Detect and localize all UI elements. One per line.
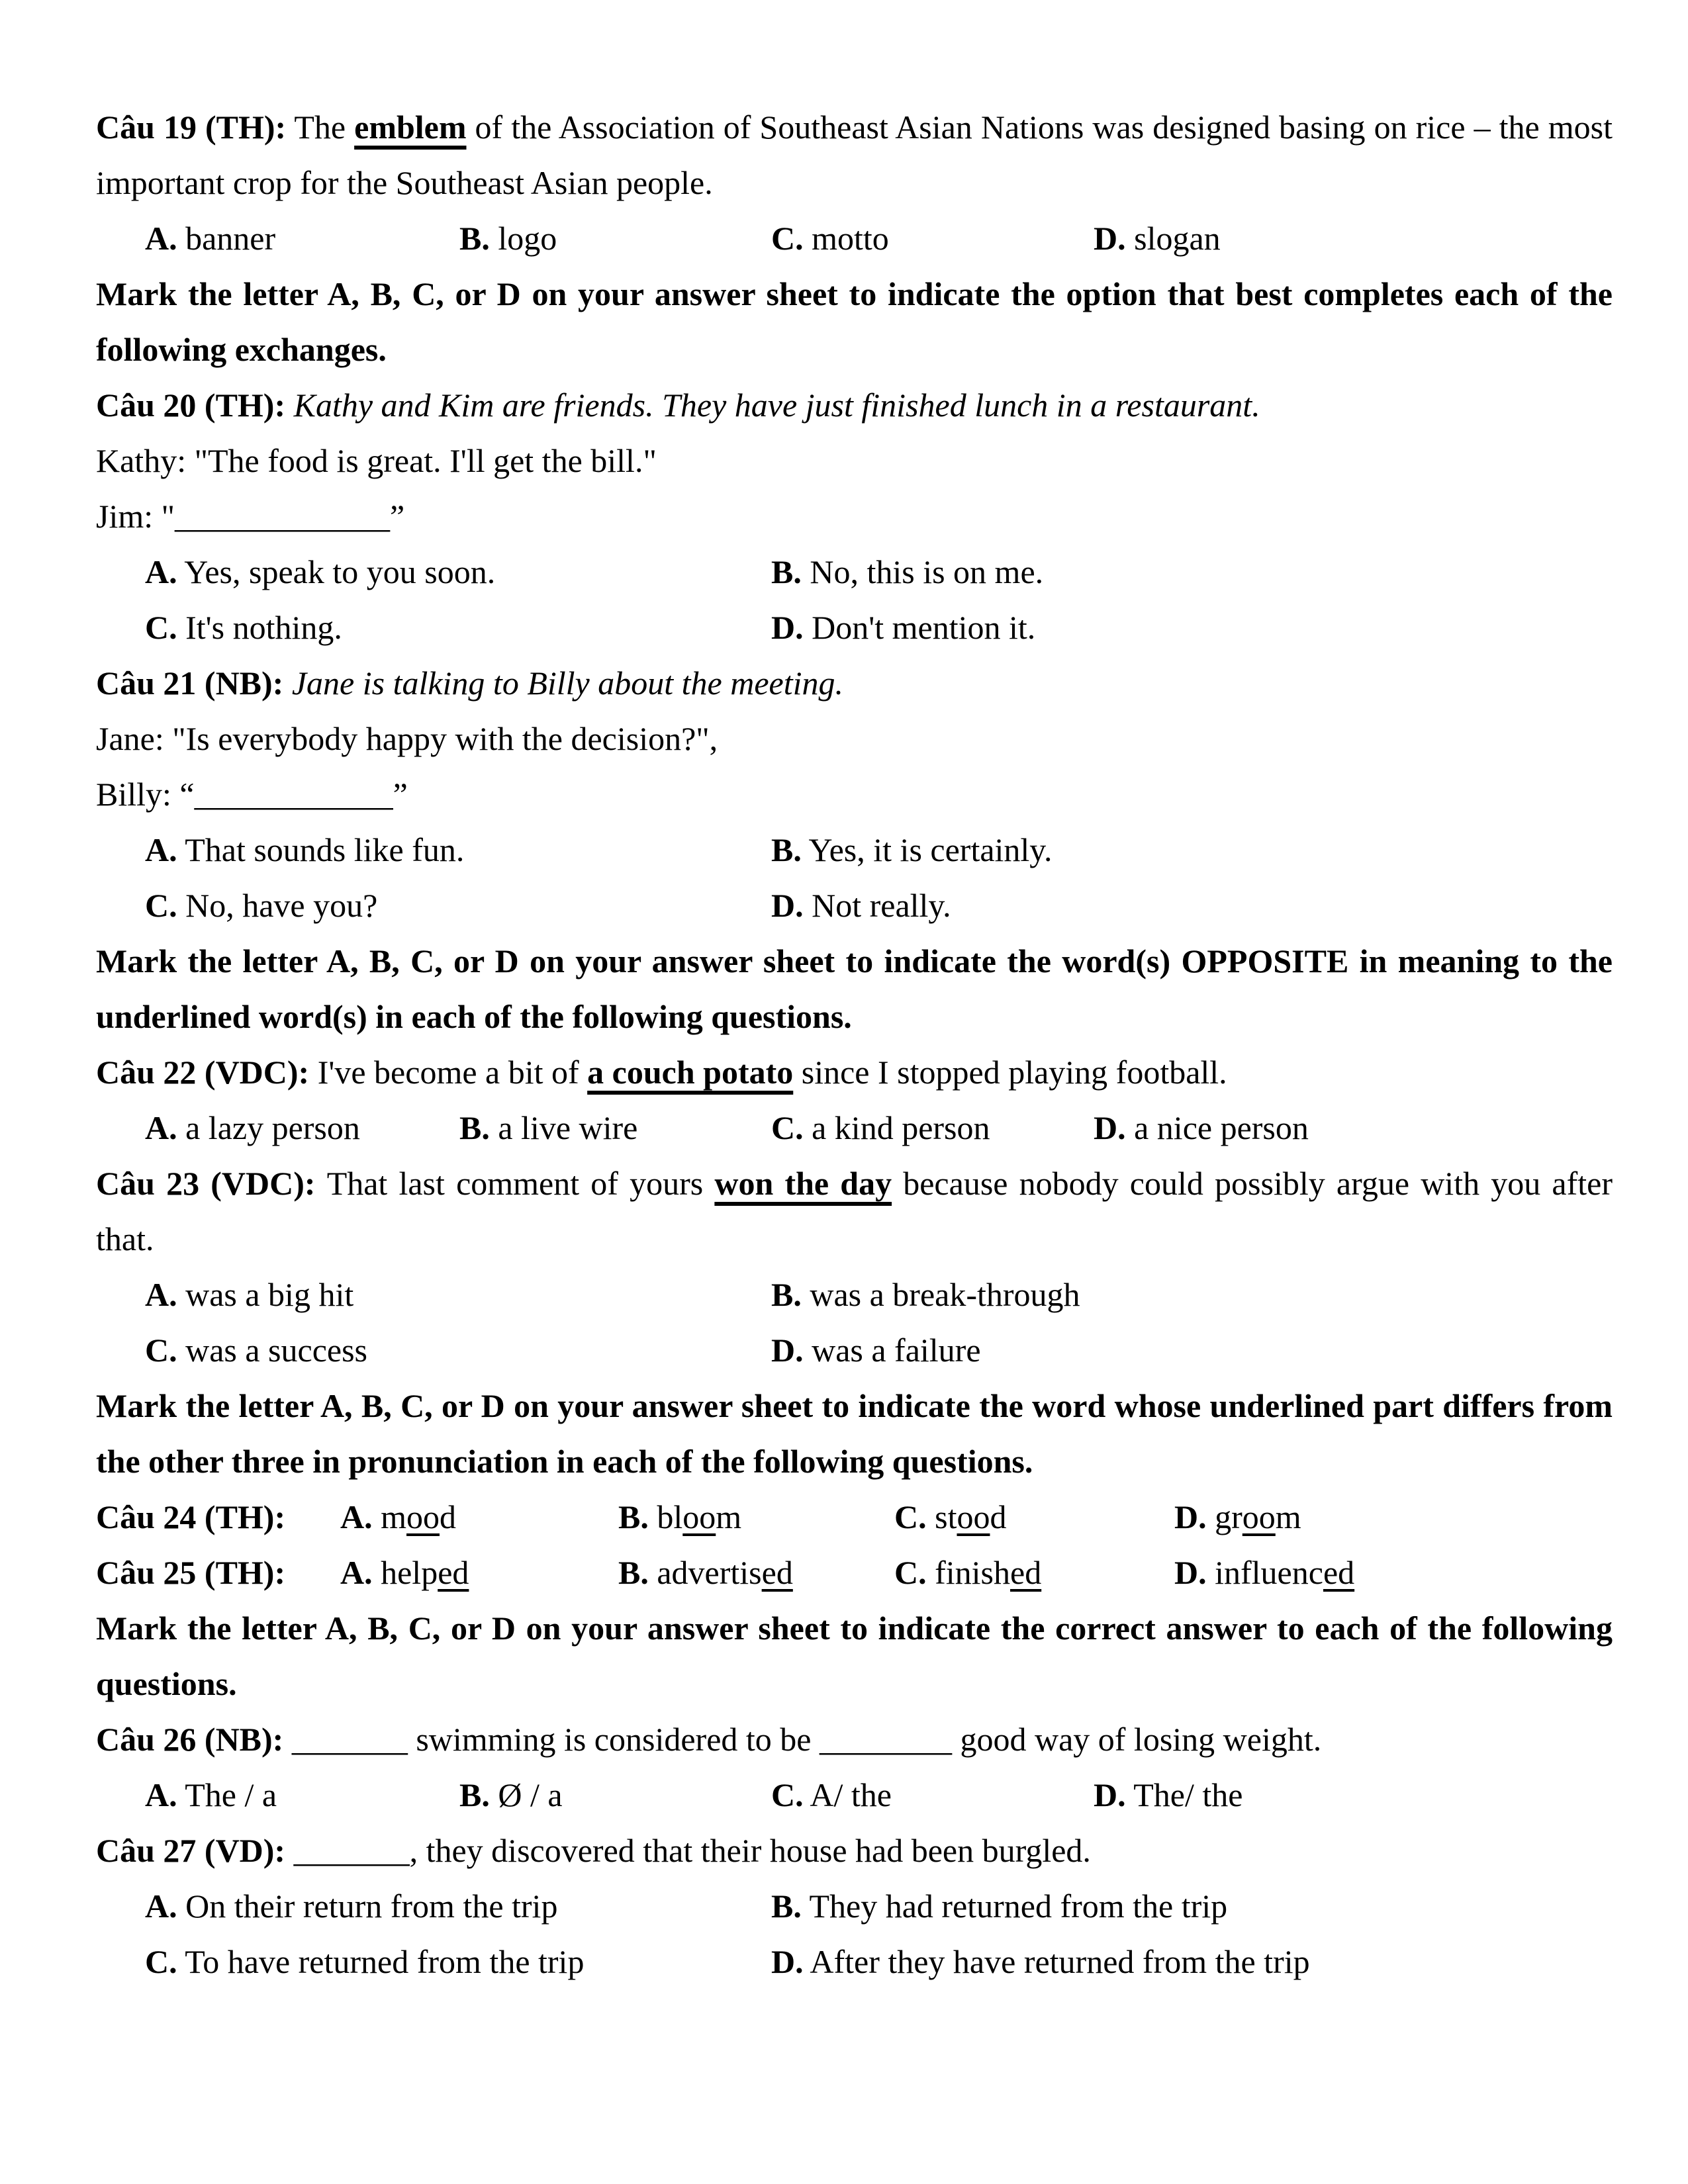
text-segment: oo	[682, 1498, 716, 1535]
question-20-options-ab-choice-b	[771, 544, 1043, 600]
section-header-opposite	[96, 933, 1613, 1044]
question-24-label: Câu 24 (TH):	[96, 1498, 286, 1535]
text-segment: No, this is on me.	[810, 553, 1044, 590]
question-21	[96, 655, 1613, 711]
question-21-billy-line	[96, 766, 1613, 822]
text-segment: a lazy person	[185, 1109, 360, 1146]
text-segment: oo	[957, 1498, 990, 1535]
text-segment: Ø / a	[498, 1776, 563, 1813]
question-27-options-cd-choice-d	[771, 1934, 1310, 1989]
text-segment: After they have returned from the trip	[810, 1943, 1310, 1980]
choice-letter: A.	[145, 831, 177, 868]
choice-letter: B.	[771, 831, 802, 868]
choice-letter: A.	[340, 1498, 373, 1535]
text-segment: st	[935, 1498, 957, 1535]
question-27-options-cd-choice-c	[145, 1934, 584, 1989]
question-20-options-cd	[96, 600, 1613, 655]
text-segment: advertis	[657, 1554, 762, 1591]
text-segment: Kathy and Kim are friends. They have just finished lunch in a restaurant.	[293, 387, 1260, 424]
choice-letter: C.	[771, 1109, 804, 1146]
choice-letter: A.	[145, 1776, 177, 1813]
choice-letter: A.	[145, 220, 177, 257]
text-segment: Mark the letter A, B, C, or D on your answer sheet to indicate the word whose underlined part differs from the other three in pronunciation in each of the following questions.	[96, 1387, 1613, 1480]
question-22-options-choice-c	[771, 1100, 990, 1156]
question-25-choice-a	[340, 1545, 469, 1600]
question-26-options	[96, 1767, 1613, 1823]
text-segment: Câu 22 (VDC):	[96, 1054, 318, 1091]
choice-letter: B.	[459, 220, 490, 257]
question-19-options	[96, 210, 1613, 266]
question-21-options-ab-choice-b	[771, 822, 1053, 878]
text-segment: _______ swimming is considered to be ________ good way of losing weight.	[291, 1721, 1322, 1758]
text-segment: because nobody could possibly argue with you after that.	[96, 1165, 1613, 1257]
question-21-options-cd	[96, 878, 1613, 933]
question-19-options-choice-a	[145, 210, 275, 266]
text-segment: a couch potato	[587, 1054, 794, 1091]
question-20-options-cd-choice-d	[771, 600, 1035, 655]
choice-letter: D.	[771, 609, 804, 646]
question-27	[96, 1823, 1613, 1878]
choice-letter: B.	[618, 1554, 649, 1591]
choice-letter: D.	[1174, 1554, 1207, 1591]
question-24-choice-c	[894, 1489, 1006, 1545]
choice-letter: D.	[771, 887, 804, 924]
question-26-options-choice-d	[1094, 1767, 1243, 1823]
question-22-options	[96, 1100, 1613, 1156]
text-segment: Câu 27 (VD):	[96, 1832, 294, 1869]
text-segment: ed	[761, 1554, 793, 1591]
question-26-options-choice-a	[145, 1767, 277, 1823]
question-26	[96, 1711, 1613, 1767]
text-segment: since I stopped playing football.	[793, 1054, 1227, 1091]
text-segment: influenc	[1215, 1554, 1323, 1591]
text-segment: On their return from the trip	[185, 1888, 558, 1925]
question-25-choice-d	[1174, 1545, 1354, 1600]
choice-letter: B.	[618, 1498, 649, 1535]
text-segment: Câu 26 (NB):	[96, 1721, 292, 1758]
question-23-options-ab-choice-b	[771, 1267, 1080, 1322]
text-segment: Kathy: "The food is great. I'll get the bill."	[96, 442, 657, 479]
question-19	[96, 99, 1613, 210]
choice-letter: C.	[145, 609, 177, 646]
text-segment: Câu 20 (TH):	[96, 387, 294, 424]
text-segment: The	[286, 109, 355, 146]
question-23-options-cd-choice-c	[145, 1322, 367, 1378]
question-27-options-ab	[96, 1878, 1613, 1934]
question-20-jim-line	[96, 488, 1613, 544]
text-segment: was a success	[185, 1332, 368, 1369]
question-23-options-ab	[96, 1267, 1613, 1322]
text-segment: Yes, it is certainly.	[808, 831, 1053, 868]
text-segment: m	[716, 1498, 742, 1535]
text-segment: Câu 23 (VDC):	[96, 1165, 327, 1202]
document-page	[96, 99, 1613, 1989]
text-segment: The / a	[185, 1776, 277, 1813]
choice-letter: A.	[145, 1276, 177, 1313]
text-segment: ed	[1010, 1554, 1042, 1591]
text-segment: Jane: "Is everybody happy with the decision?",	[96, 720, 718, 757]
text-segment: ed	[1323, 1554, 1355, 1591]
choice-letter: C.	[771, 1776, 804, 1813]
text-segment: bl	[657, 1498, 683, 1535]
text-segment: No, have you?	[185, 887, 378, 924]
choice-letter: D.	[1094, 1109, 1126, 1146]
question-27-options-ab-choice-b	[771, 1878, 1227, 1934]
text-segment: A/ the	[810, 1776, 892, 1813]
text-segment: oo	[406, 1498, 440, 1535]
question-25-choice-c	[894, 1545, 1041, 1600]
question-26-options-choice-c	[771, 1767, 892, 1823]
question-20-options-cd-choice-c	[145, 600, 342, 655]
text-segment: finish	[935, 1554, 1011, 1591]
choice-letter: B.	[771, 553, 802, 590]
text-segment: Jim: "_____________”	[96, 498, 405, 535]
question-23	[96, 1156, 1613, 1267]
question-22-options-choice-d	[1094, 1100, 1309, 1156]
text-segment: Câu 21 (NB):	[96, 664, 292, 702]
question-23-options-cd-choice-d	[771, 1322, 981, 1378]
choice-letter: D.	[771, 1332, 804, 1369]
question-20-kathy-line	[96, 433, 1613, 488]
question-19-options-choice-c	[771, 210, 889, 266]
text-segment: That last comment of yours	[326, 1165, 715, 1202]
text-segment: gr	[1215, 1498, 1243, 1535]
text-segment: slogan	[1134, 220, 1221, 257]
text-segment: Jane is talking to Billy about the meeting.	[291, 664, 843, 702]
question-22-options-choice-a	[145, 1100, 360, 1156]
text-segment: oo	[1242, 1498, 1276, 1535]
text-segment: Mark the letter A, B, C, or D on your answer sheet to indicate the option that best completes each of the following exchanges.	[96, 275, 1613, 368]
choice-letter: B.	[771, 1888, 802, 1925]
text-segment: m	[381, 1498, 407, 1535]
text-segment: Câu 19 (TH):	[96, 109, 287, 146]
text-segment: motto	[812, 220, 889, 257]
text-segment: banner	[185, 220, 276, 257]
question-21-options-cd-choice-c	[145, 878, 377, 933]
choice-letter: C.	[771, 220, 804, 257]
question-19-options-choice-d	[1094, 210, 1221, 266]
choice-letter: B.	[459, 1776, 490, 1813]
text-segment: That sounds like fun.	[185, 831, 465, 868]
text-segment: I've become a bit of	[317, 1054, 588, 1091]
question-25	[96, 1545, 1613, 1600]
question-24-choice-a	[340, 1489, 456, 1545]
text-segment: a kind person	[812, 1109, 990, 1146]
text-segment: They had returned from the trip	[809, 1888, 1228, 1925]
choice-letter: C.	[145, 1332, 177, 1369]
question-20-options-ab	[96, 544, 1613, 600]
question-21-jane-line	[96, 711, 1613, 766]
question-21-options-ab	[96, 822, 1613, 878]
choice-letter: C.	[894, 1498, 927, 1535]
text-segment: Not really.	[812, 887, 951, 924]
section-header-exchanges	[96, 266, 1613, 377]
text-segment: Mark the letter A, B, C, or D on your answer sheet to indicate the correct answer to each of the following questions.	[96, 1610, 1613, 1702]
text-segment: Mark the letter A, B, C, or D on your answer sheet to indicate the word(s) OPPOSITE in meaning to the underlined word(s) in each of the following questions.	[96, 942, 1613, 1035]
choice-letter: A.	[145, 553, 177, 590]
text-segment: was a big hit	[185, 1276, 354, 1313]
question-24-choice-b	[618, 1489, 741, 1545]
text-segment: was a break-through	[810, 1276, 1080, 1313]
text-segment: of the Association of Southeast Asian Nations was designed basing on rice – the most important crop for the Southeast Asian people.	[96, 109, 1613, 201]
text-segment: d	[990, 1498, 1007, 1535]
choice-letter: B.	[771, 1276, 802, 1313]
text-segment: To have returned from the trip	[185, 1943, 585, 1980]
text-segment: _______, they discovered that their house had been burgled.	[293, 1832, 1091, 1869]
question-23-options-cd	[96, 1322, 1613, 1378]
choice-letter: B.	[459, 1109, 490, 1146]
choice-letter: C.	[145, 1943, 177, 1980]
choice-letter: D.	[1174, 1498, 1207, 1535]
choice-letter: A.	[145, 1109, 177, 1146]
choice-letter: D.	[1094, 1776, 1126, 1813]
text-segment: was a failure	[812, 1332, 981, 1369]
section-header-correct-answer	[96, 1600, 1613, 1711]
choice-letter: A.	[340, 1554, 373, 1591]
choice-letter: C.	[894, 1554, 927, 1591]
text-segment: won the day	[714, 1165, 892, 1202]
question-24	[96, 1489, 1613, 1545]
text-segment: ed	[438, 1554, 469, 1591]
section-header-pronunciation	[96, 1378, 1613, 1489]
text-segment: emblem	[354, 109, 467, 146]
text-segment: Don't mention it.	[812, 609, 1036, 646]
question-27-options-ab-choice-a	[145, 1878, 557, 1934]
text-segment: logo	[498, 220, 557, 257]
text-segment: It's nothing.	[185, 609, 342, 646]
text-segment: a nice person	[1134, 1109, 1309, 1146]
question-22	[96, 1044, 1613, 1100]
choice-letter: D.	[1094, 220, 1126, 257]
text-segment: Yes, speak to you soon.	[184, 553, 496, 590]
text-segment: The/ the	[1133, 1776, 1243, 1813]
question-23-options-ab-choice-a	[145, 1267, 353, 1322]
question-25-label: Câu 25 (TH):	[96, 1554, 286, 1591]
question-27-options-cd	[96, 1934, 1613, 1989]
question-21-options-cd-choice-d	[771, 878, 951, 933]
text-segment: m	[1275, 1498, 1301, 1535]
text-segment: help	[381, 1554, 438, 1591]
choice-letter: A.	[145, 1888, 177, 1925]
text-segment: d	[440, 1498, 457, 1535]
question-24-choice-d	[1174, 1489, 1301, 1545]
question-20-options-ab-choice-a	[145, 544, 495, 600]
question-25-choice-b	[618, 1545, 793, 1600]
question-20	[96, 377, 1613, 433]
choice-letter: D.	[771, 1943, 804, 1980]
question-22-options-choice-b	[459, 1100, 637, 1156]
question-26-options-choice-b	[459, 1767, 563, 1823]
question-21-options-ab-choice-a	[145, 822, 464, 878]
question-19-options-choice-b	[459, 210, 557, 266]
choice-letter: C.	[145, 887, 177, 924]
text-segment: a live wire	[498, 1109, 638, 1146]
text-segment: Billy: “____________”	[96, 776, 408, 813]
